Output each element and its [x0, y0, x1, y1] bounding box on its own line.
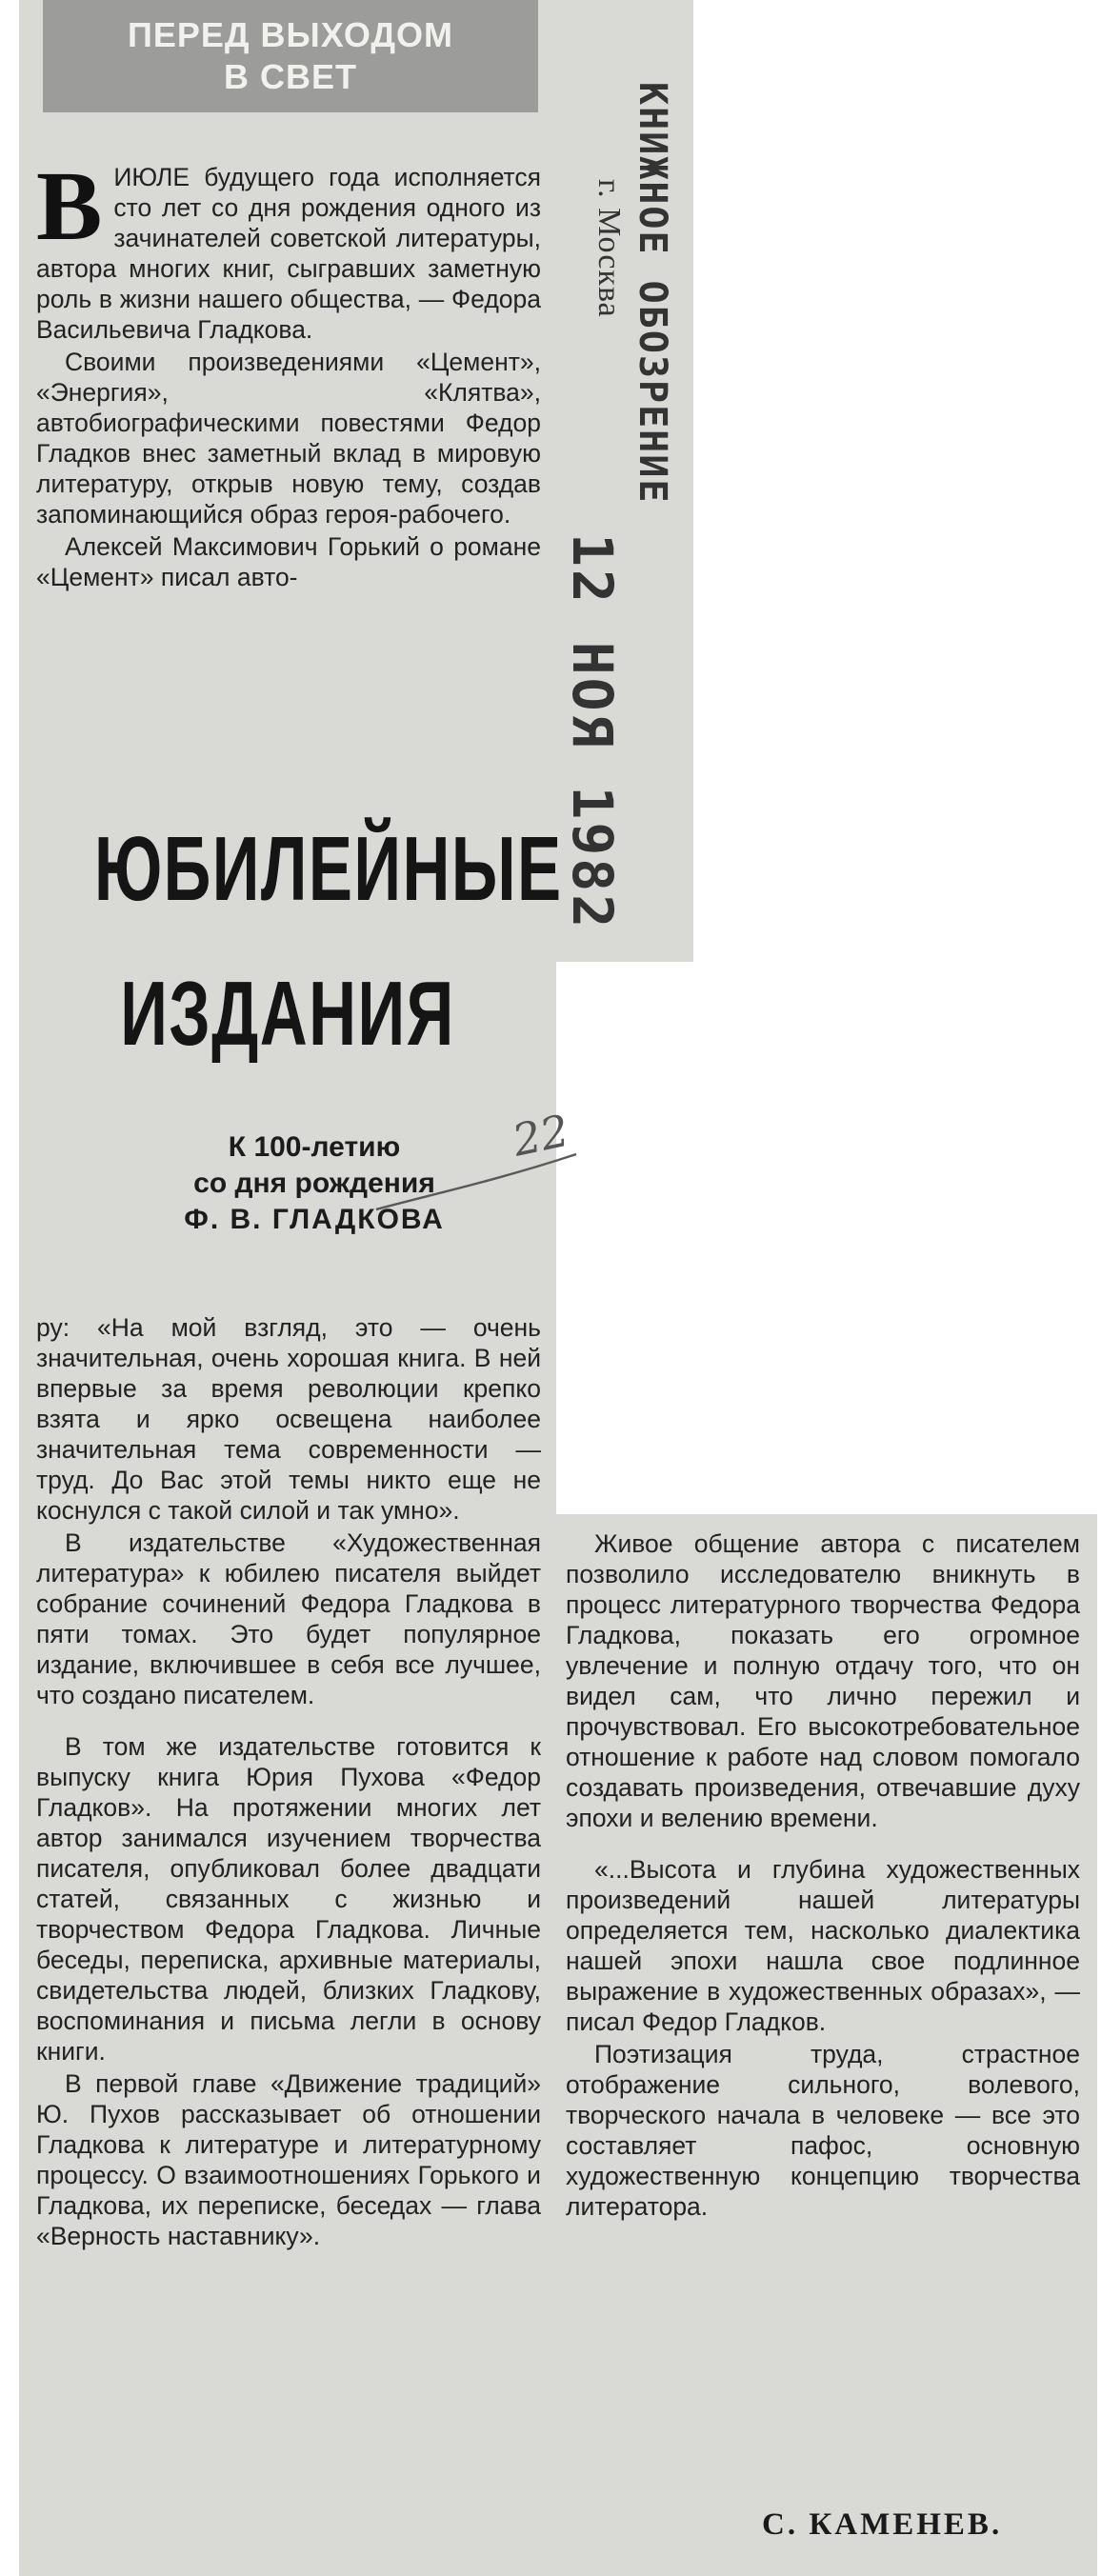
intro-paragraph-1: ВИЮЛЕ будущего года исполняется сто лет со дня рождения одного из зачинателей советской литературы, автора многих книг, сыгравших заметную роль в жизни нашего общества, — Федора Васильевича Гладкова.: [36, 151, 541, 344]
headline-line-2: ИЗДАНИЯ: [120, 963, 455, 1065]
column3-paragraph-1: Живое общение автора с писателем позволило исследователю вникнуть в процесс литературного творчества Федора Гладкова, показать его огромное увлечение и полную отдачу того, что он видел сам, что лично пережил и прочувствовал. Его высокотребовательное отношение к работе над словом помогало создавать произведения, отвечавшие духу эпохи и велению времени.: [566, 1529, 1080, 1832]
stamp-date: 12 НОЯ 1982: [560, 533, 625, 931]
headline-line-1: ЮБИЛЕЙНЫЕ: [93, 818, 563, 920]
intro-paragraph-2: Своими произведениями «Цемент», «Энергия», «Клятва», автобиографическими повестями Федор Гладков внес заметный вклад в мировую литературу, открыв новую тему, создав запоминающийся образ героя-рабочего.: [36, 348, 541, 529]
column2-paragraph-3: В том же издательстве готовится к выпуску книга Юрия Пухова «Федор Гладков». На протяжении многих лет автор занимался изучением творчества писателя, опубликовал более двадцати статей, связанных с жизнью и творчеством Федора Гладкова. Личные беседы, переписка, архивные материалы, свидетельства людей, близких Гладкову, воспоминания и письма легли в основу книги.: [36, 1732, 541, 2066]
article-column-2: [36, 1312, 541, 2251]
stamp-city: г. Москва: [591, 179, 627, 318]
article-column-3: [566, 1528, 1080, 2222]
subtitle-line-3: Ф. В. ГЛАДКОВА: [184, 1204, 445, 1235]
column3-paragraph-2: «...Высота и глубина художественных произведений нашей литературы определяется тем, насколько диалектика нашей эпохи нашла свое подлинное выражение в художественных образах», — писал Федор Гладков.: [566, 1855, 1080, 2036]
column2-paragraph-4: В первой главе «Движение традиций» Ю. Пухов рассказывает об отношении Гладкова к литературе и литературному процессу. О взаимоотношениях Горького и Гладкова, их переписке, беседах — глава «Верность наставнику».: [36, 2069, 541, 2250]
intro-paragraph-3: Алексей Максимович Горький о романе «Цемент» писал авто-: [36, 532, 541, 591]
author-signature: С. КАМЕНЕВ.: [762, 2507, 1003, 2542]
rubric-box: [43, 0, 538, 112]
subtitle-line-1: К 100-летию: [228, 1131, 401, 1163]
column2-paragraph-1: ру: «На мой взгляд, это — очень значительная, очень хорошая книга. В ней впервые за время революции крепко взята и ярко освещена наиболее значительная тема современности — труд. До Вас этой темы никто еще не коснулся с такой силой и так умно».: [36, 1313, 541, 1525]
handwritten-number: 22: [508, 1104, 574, 1167]
drop-cap: В: [36, 151, 103, 261]
library-stamp: [558, 76, 691, 933]
rubric-line-1: ПЕРЕД ВЫХОДОМ: [127, 15, 454, 54]
intro-column: [36, 151, 541, 592]
subtitle-line-2: со дня рождения: [193, 1168, 435, 1199]
column2-paragraph-2: В издательстве «Художественная литература» к юбилею писателя выйдет собрание сочинений Федора Гладкова в пяти томах. Это будет популярное издание, включившее в себя все лучшее, что создано писателем.: [36, 1528, 541, 1709]
rubric-line-2: В СВЕТ: [224, 57, 357, 96]
column3-paragraph-3: Поэтизация труда, страстное отображение сильного, волевого, творческого начала в человеке — все это составляет пафос, основную художественную концепцию творчества литератора.: [566, 2040, 1080, 2221]
handwritten-pen-mark: [362, 1095, 581, 1228]
stamp-publication: КНИЖНОЕ ОБОЗРЕНИЕ: [631, 82, 674, 505]
